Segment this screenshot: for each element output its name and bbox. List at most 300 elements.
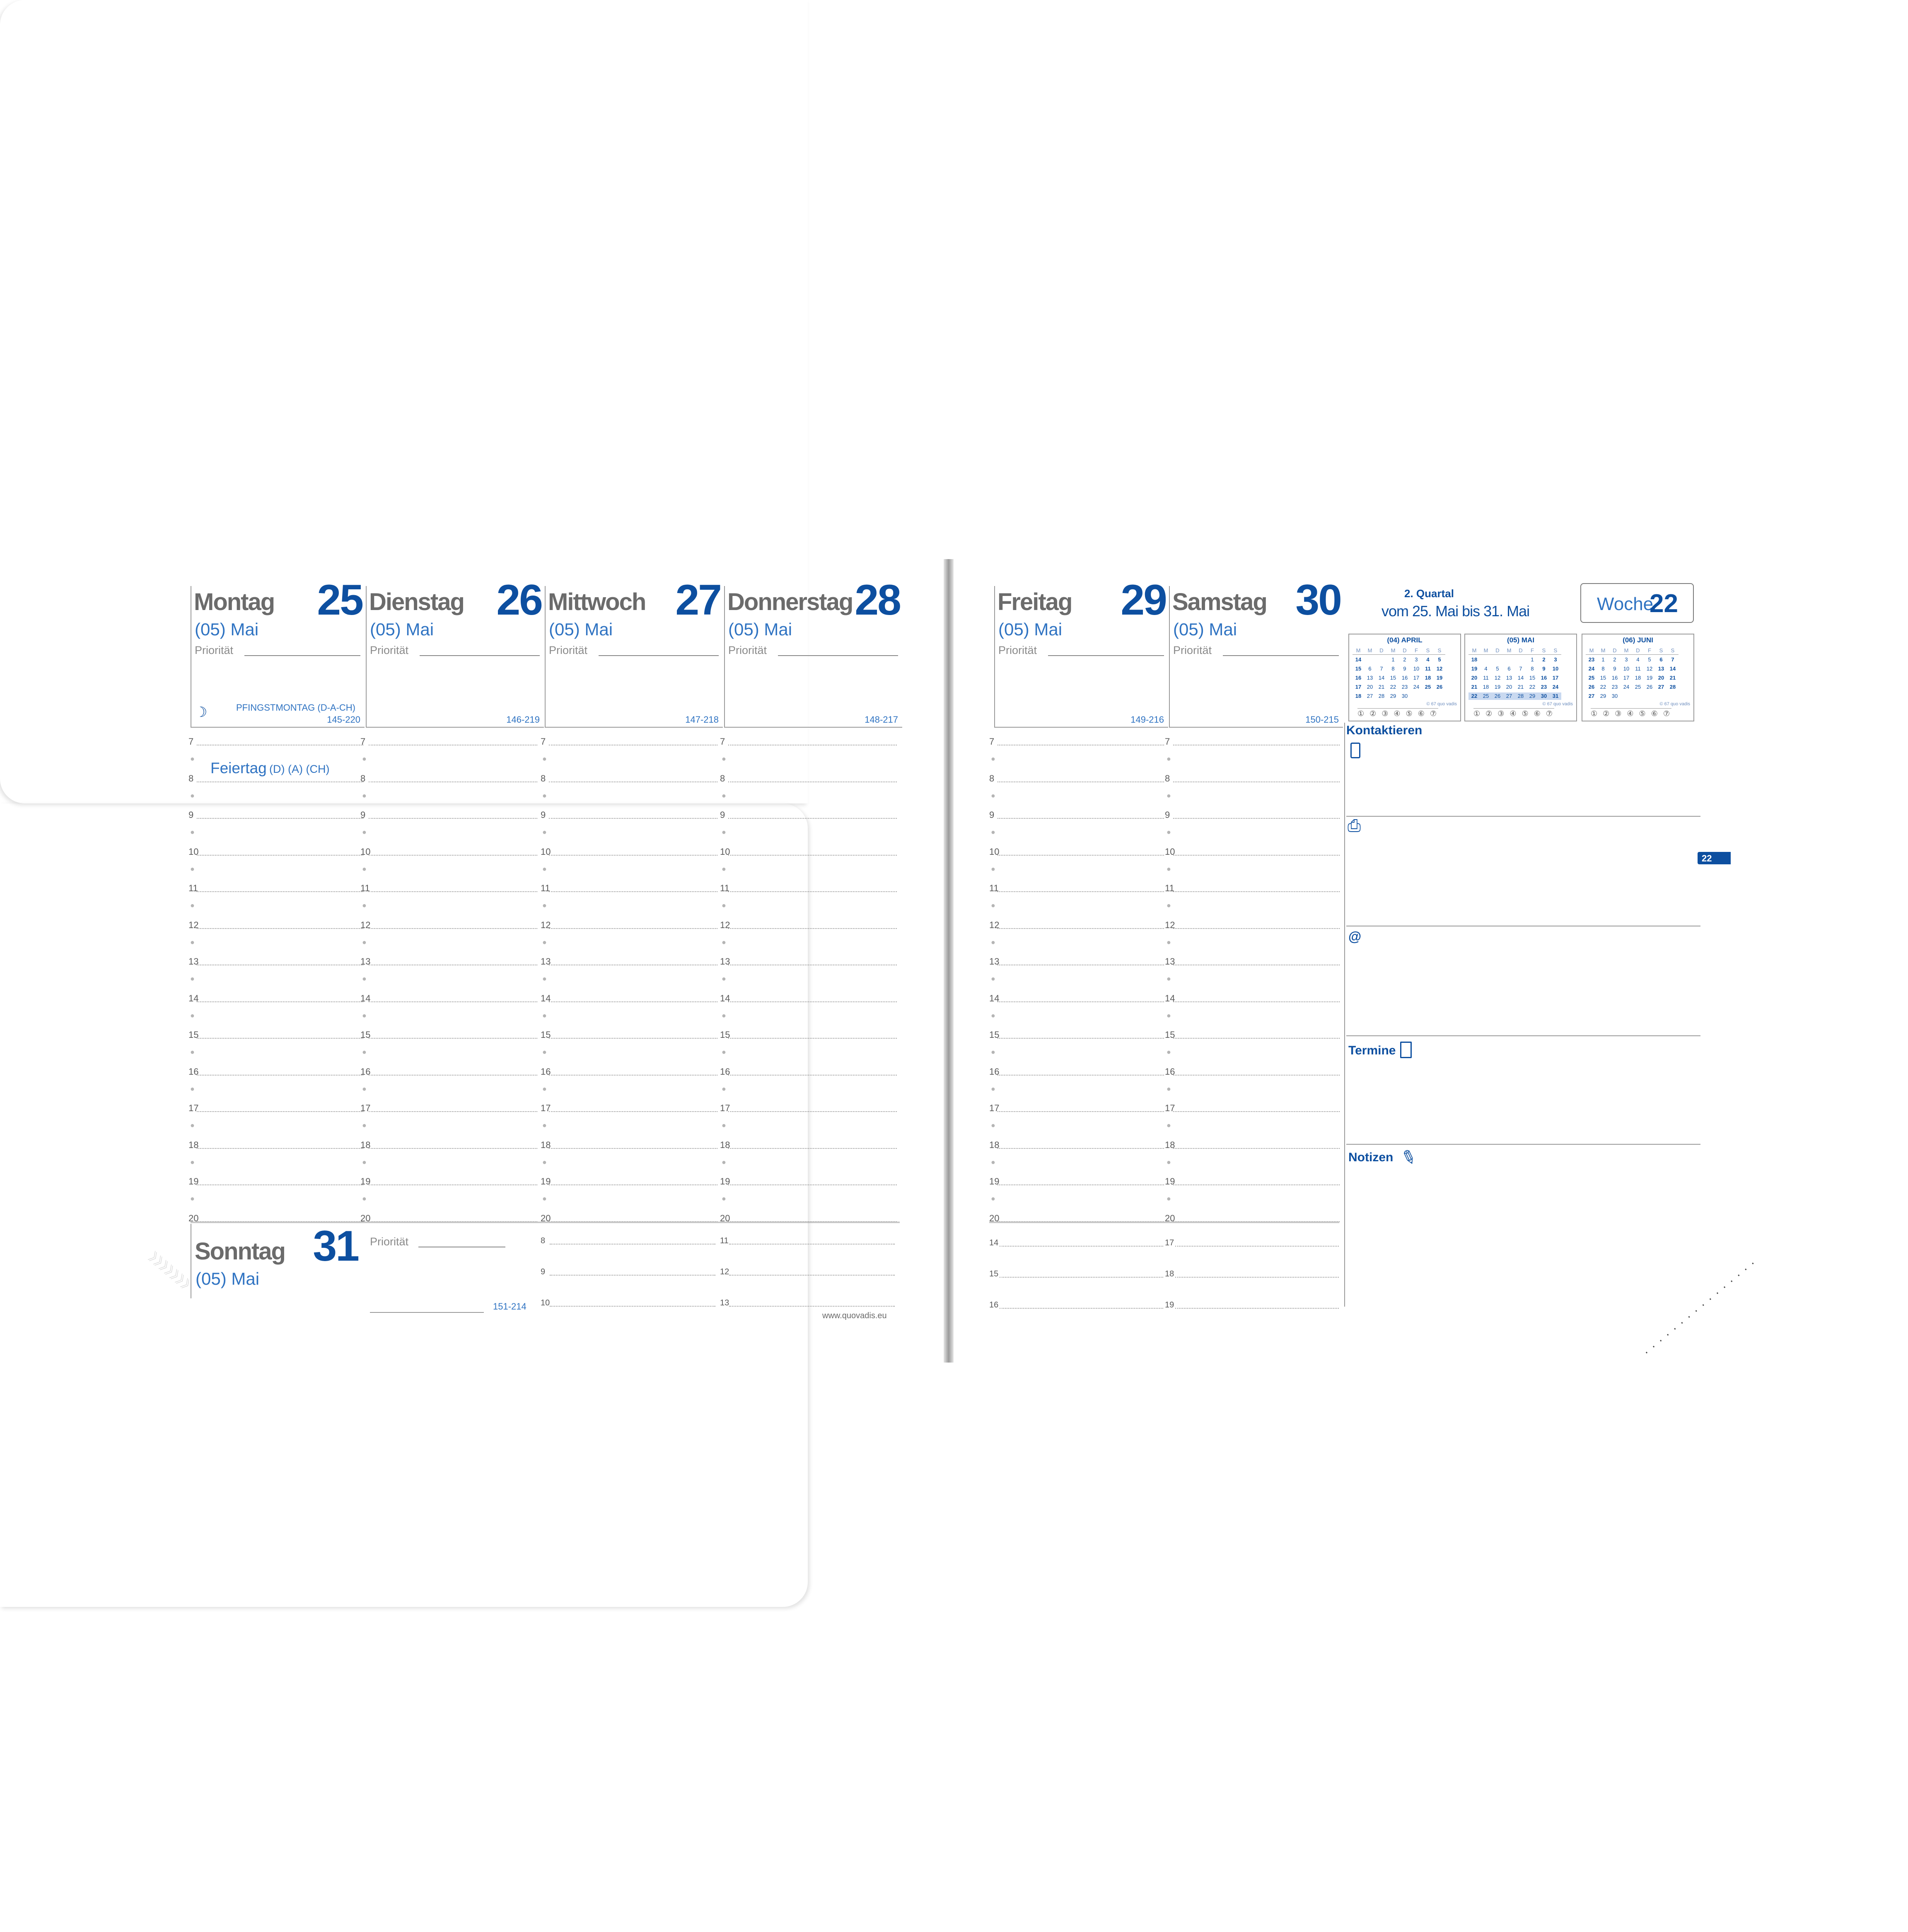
week-tab[interactable] [1698, 852, 1731, 864]
mini-calendar-day[interactable]: 24 [1413, 684, 1420, 690]
weekday-label: M [1367, 647, 1372, 654]
mini-calendar-day[interactable]: 7 [1519, 666, 1522, 672]
hour-line[interactable] [369, 1038, 537, 1039]
mini-calendar-day[interactable]: 29 [1600, 693, 1606, 699]
sunday-hour-line[interactable] [550, 1244, 715, 1245]
hour-line[interactable] [197, 1184, 363, 1185]
mini-calendar-day[interactable]: 10 [1552, 666, 1559, 672]
mini-calendar-day[interactable]: 27 [1367, 693, 1373, 699]
hour-line[interactable] [197, 1038, 363, 1039]
mini-calendar-day[interactable]: 22 [1600, 684, 1606, 690]
day-name: Samstag [1172, 589, 1267, 615]
mini-calendar-day[interactable]: 12 [1494, 675, 1501, 681]
weekday-label: M [1589, 647, 1594, 654]
half-hour-dot: ● [991, 864, 995, 873]
half-hour-dot: ● [1167, 1121, 1171, 1129]
mini-calendar-day[interactable]: 19 [1471, 666, 1478, 672]
sunday-top-border [191, 1222, 900, 1223]
weekday-label: D [1403, 647, 1407, 654]
weekday-label: M [1601, 647, 1606, 654]
hour-label: 10 [541, 846, 551, 857]
hour-line[interactable] [728, 1148, 897, 1149]
hour-label: 11 [360, 883, 370, 893]
mini-calendar-day[interactable]: 3 [1554, 656, 1557, 663]
hour-label: 10 [989, 846, 1000, 857]
printer-icon: ⎙ [1348, 817, 1361, 835]
mini-calendar-day[interactable]: 19 [1494, 684, 1501, 690]
mini-calendar-day[interactable]: 2 [1403, 656, 1406, 663]
sunday-hour-line[interactable] [729, 1244, 895, 1245]
half-hour-dot: ● [991, 1121, 995, 1129]
half-hour-dot: ● [362, 1011, 367, 1020]
half-hour-dot: ● [362, 864, 367, 873]
sunday-month: (05) Mai [196, 1269, 260, 1288]
mini-calendar-day[interactable]: 15 [1600, 675, 1606, 681]
hour-line[interactable] [197, 1075, 363, 1076]
mini-calendar-day[interactable]: 18 [1355, 693, 1362, 699]
hour-line[interactable] [369, 1148, 537, 1149]
half-hour-dot: ● [542, 974, 547, 983]
mini-calendar-day[interactable]: 9 [1403, 666, 1406, 672]
extra-hour-label: 18 [1165, 1269, 1174, 1278]
hour-line[interactable] [997, 1111, 1164, 1112]
mini-calendar-day[interactable]: 5 [1438, 656, 1441, 663]
hour-line[interactable] [549, 1075, 717, 1076]
half-hour-dot: ● [1167, 901, 1171, 909]
mini-calendar-day[interactable]: 14 [1355, 656, 1362, 663]
mini-calendar-day[interactable]: 5 [1648, 656, 1651, 663]
half-hour-dot: ● [190, 755, 195, 763]
mini-calendar-day[interactable]: 15 [1390, 675, 1396, 681]
hour-label: 20 [720, 1213, 730, 1223]
hour-line[interactable] [549, 781, 717, 782]
hour-line[interactable] [728, 1111, 897, 1112]
day-column-border [366, 586, 367, 727]
mini-calendar-day[interactable]: 4 [1426, 656, 1430, 663]
mini-calendar-day[interactable]: 26 [1436, 684, 1443, 690]
weekday-label: D [1495, 647, 1500, 654]
hour-line[interactable] [549, 928, 717, 929]
mini-calendar-day[interactable]: 17 [1552, 675, 1559, 681]
hour-line[interactable] [1173, 1075, 1340, 1076]
mini-calendar-day[interactable]: 30 [1541, 693, 1547, 699]
mini-calendar-day[interactable]: 20 [1658, 675, 1664, 681]
hour-line[interactable] [997, 1148, 1164, 1149]
hour-line[interactable] [549, 1184, 717, 1185]
mini-calendar-day[interactable]: 14 [1378, 675, 1385, 681]
extra-hour-line[interactable] [1000, 1308, 1163, 1309]
hour-line[interactable] [1173, 781, 1340, 782]
day-month: (05) Mai [728, 620, 792, 639]
hour-line[interactable] [997, 855, 1164, 856]
mini-calendar-day[interactable]: 8 [1531, 666, 1534, 672]
hour-label: 18 [1165, 1139, 1175, 1150]
hour-line[interactable] [728, 818, 897, 819]
hour-label: 20 [541, 1213, 551, 1223]
day-month: (05) Mai [549, 620, 613, 639]
mini-calendar-day[interactable]: 23 [1611, 684, 1618, 690]
mini-calendar-day[interactable]: 26 [1646, 684, 1653, 690]
mini-calendar-week-row [1586, 656, 1679, 663]
half-hour-dot: ● [722, 938, 726, 946]
mini-calendar-day[interactable]: 28 [1378, 693, 1385, 699]
hour-line[interactable] [549, 1038, 717, 1039]
hour-line[interactable] [549, 1111, 717, 1112]
mini-calendar-day[interactable]: 18 [1425, 675, 1431, 681]
half-hour-dot: ● [722, 1194, 726, 1203]
day-count: 148-217 [865, 714, 898, 725]
half-hour-dot: ● [991, 974, 995, 983]
hour-line[interactable] [369, 1184, 537, 1185]
hour-line[interactable] [197, 855, 363, 856]
mini-calendar-day[interactable]: 28 [1669, 684, 1676, 690]
mini-calendar-day[interactable]: 13 [1506, 675, 1512, 681]
extra-hour-line[interactable] [1175, 1308, 1339, 1309]
weekday-label: M [1507, 647, 1512, 654]
hour-label: 14 [188, 993, 199, 1003]
day-header-divider [545, 727, 723, 728]
extra-hour-line[interactable] [1175, 1277, 1339, 1278]
half-hour-dot: ● [190, 1194, 195, 1203]
mini-calendar-day[interactable]: 16 [1611, 675, 1618, 681]
sunday-hour-line[interactable] [729, 1306, 895, 1307]
mini-calendar-day[interactable]: 3 [1625, 656, 1628, 663]
extra-hour-line[interactable] [1000, 1277, 1163, 1278]
half-hour-dot: ● [1167, 1011, 1171, 1020]
half-hour-dot: ● [722, 791, 726, 800]
mini-calendar-day[interactable]: 12 [1436, 666, 1443, 672]
mini-calendar-day[interactable]: 4 [1484, 666, 1488, 672]
day-header-divider [994, 727, 1168, 728]
hour-label: 13 [188, 956, 199, 967]
hour-line[interactable] [369, 1001, 537, 1002]
hour-line[interactable] [728, 1038, 897, 1039]
mini-calendar-day[interactable]: 13 [1367, 675, 1373, 681]
hour-line[interactable] [728, 855, 897, 856]
hour-line[interactable] [997, 1075, 1164, 1076]
right-page [0, 803, 808, 1607]
half-hour-dot: ● [991, 1158, 995, 1166]
week-box [1580, 583, 1694, 623]
hour-line[interactable] [1173, 1111, 1340, 1112]
mini-calendar-day[interactable]: 1 [1601, 656, 1605, 663]
mini-calendar-day[interactable]: 9 [1542, 666, 1546, 672]
mini-calendar-day[interactable]: 14 [1669, 666, 1676, 672]
mini-calendar-week-row [1468, 656, 1561, 663]
hour-label: 19 [720, 1176, 730, 1187]
hour-line[interactable] [1173, 818, 1340, 819]
mini-calendar-day[interactable]: 18 [1483, 684, 1489, 690]
mini-calendar-day[interactable]: 22 [1529, 684, 1536, 690]
half-hour-dot: ● [190, 864, 195, 873]
half-hour-dot: ● [362, 1084, 367, 1093]
mini-calendar-day[interactable]: 13 [1658, 666, 1664, 672]
mini-calendar-day[interactable]: 31 [1552, 693, 1559, 699]
priority-line[interactable] [1223, 655, 1339, 656]
mini-calendar-day[interactable]: 6 [1507, 666, 1511, 672]
priority-line[interactable] [778, 655, 898, 656]
mini-calendar-day[interactable]: 19 [1646, 675, 1653, 681]
half-hour-dot: ● [190, 1158, 195, 1166]
mini-calendar-day[interactable]: 20 [1506, 684, 1512, 690]
mini-calendar-day[interactable]: 21 [1471, 684, 1478, 690]
hour-label: 14 [989, 993, 1000, 1003]
half-hour-dot: ● [722, 1158, 726, 1166]
extra-hour-line[interactable] [1000, 1246, 1163, 1247]
mini-calendar-day[interactable]: 26 [1588, 684, 1595, 690]
mini-calendar-day[interactable]: 18 [1471, 656, 1478, 663]
mini-calendar-day[interactable]: 24 [1623, 684, 1630, 690]
mini-calendar-day[interactable]: 8 [1601, 666, 1605, 672]
half-hour-dot: ● [190, 901, 195, 909]
mini-calendar-day[interactable]: 23 [1401, 684, 1408, 690]
day-month: (05) Mai [370, 620, 434, 639]
hour-line[interactable] [728, 891, 897, 892]
day-name: Montag [194, 589, 275, 615]
hour-line[interactable] [997, 818, 1164, 819]
mini-calendar-day[interactable]: 20 [1367, 684, 1373, 690]
day-name: Freitag [997, 589, 1072, 615]
hour-line[interactable] [728, 1075, 897, 1076]
hour-line[interactable] [369, 891, 537, 892]
hour-line[interactable] [997, 1184, 1164, 1185]
mini-calendar-day[interactable]: 20 [1471, 675, 1478, 681]
hour-line[interactable] [1173, 1038, 1340, 1039]
hour-label: 13 [541, 956, 551, 967]
hour-line[interactable] [728, 928, 897, 929]
mini-calendar-day[interactable]: 23 [1541, 684, 1547, 690]
hour-line[interactable] [549, 891, 717, 892]
mini-calendar-day[interactable]: 18 [1635, 675, 1641, 681]
priority-line[interactable] [420, 655, 540, 656]
mini-calendar-title: (05) MAI [1507, 636, 1535, 644]
hour-line[interactable] [549, 1148, 717, 1149]
sunday-hour-line[interactable] [550, 1275, 715, 1276]
mini-calendar-day[interactable]: 5 [1496, 666, 1499, 672]
mini-calendar-day[interactable]: 9 [1613, 666, 1616, 672]
mini-calendar-day[interactable]: 16 [1355, 675, 1362, 681]
mini-calendar-day[interactable]: 22 [1390, 684, 1396, 690]
mini-calendar-day[interactable]: 15 [1529, 675, 1536, 681]
mini-calendar-day[interactable]: 15 [1355, 666, 1362, 672]
mini-calendar-day[interactable]: 12 [1646, 666, 1653, 672]
sunday-hour-line[interactable] [550, 1306, 715, 1307]
sunday-hour-line[interactable] [729, 1275, 895, 1276]
weekday-label: M [1624, 647, 1629, 654]
hour-line[interactable] [728, 1184, 897, 1185]
mini-calendar-day[interactable]: 17 [1355, 684, 1362, 690]
mini-calendar-day[interactable]: 21 [1669, 675, 1676, 681]
hour-line[interactable] [997, 891, 1164, 892]
hour-line[interactable] [997, 928, 1164, 929]
mini-calendar-day[interactable]: 25 [1483, 693, 1489, 699]
mini-calendar-day[interactable]: 24 [1552, 684, 1559, 690]
hour-line[interactable] [197, 781, 363, 782]
mini-calendar-day[interactable]: 10 [1413, 666, 1420, 672]
day-count: 149-216 [1130, 714, 1164, 725]
half-hour-dot: ● [722, 1121, 726, 1129]
hour-label: 16 [188, 1066, 199, 1077]
hour-label: 13 [989, 956, 1000, 967]
hour-line[interactable] [197, 928, 363, 929]
hour-line[interactable] [728, 781, 897, 782]
mini-calendar-week-row [1586, 692, 1679, 700]
day-count: 146-219 [506, 714, 540, 725]
mini-calendar-day[interactable]: 25 [1635, 684, 1641, 690]
mini-calendar-day[interactable]: 7 [1380, 666, 1383, 672]
mini-calendar-day[interactable]: 25 [1425, 684, 1431, 690]
half-hour-dot: ● [190, 974, 195, 983]
mini-calendar-day[interactable]: 30 [1611, 693, 1618, 699]
mini-calendar-day[interactable]: 4 [1636, 656, 1640, 663]
mini-calendar-day[interactable]: 11 [1483, 675, 1489, 681]
mini-calendar-day[interactable]: 14 [1517, 675, 1524, 681]
mini-calendar-day[interactable]: 21 [1517, 684, 1524, 690]
day-header-divider [366, 727, 544, 728]
mini-calendar-day[interactable]: 3 [1415, 656, 1418, 663]
hour-label: 10 [1165, 846, 1175, 857]
day-header-divider [1169, 727, 1343, 728]
mini-calendar-day[interactable]: 16 [1541, 675, 1547, 681]
hour-line[interactable] [369, 818, 537, 819]
hour-line[interactable] [197, 1111, 363, 1112]
mini-calendar-day[interactable]: 23 [1588, 656, 1595, 663]
half-hour-dot: ● [991, 755, 995, 763]
half-hour-dot: ● [542, 864, 547, 873]
holiday-regions: (D) (A) (CH) [269, 763, 330, 775]
mini-calendar-day[interactable]: 21 [1378, 684, 1385, 690]
hour-line[interactable] [1173, 1184, 1340, 1185]
mini-calendar-day[interactable]: 22 [1471, 693, 1478, 699]
mini-calendar-day[interactable]: 1 [1531, 656, 1534, 663]
hour-line[interactable] [1173, 855, 1340, 856]
hour-label: 10 [360, 846, 371, 857]
hour-line[interactable] [197, 891, 363, 892]
mini-calendar [1582, 634, 1694, 721]
sunday-hour-label: 12 [720, 1267, 729, 1276]
day-month: (05) Mai [998, 620, 1063, 639]
hour-line[interactable] [1173, 1001, 1340, 1002]
mini-calendar-week-row [1353, 683, 1445, 691]
hour-line[interactable] [997, 1001, 1164, 1002]
mini-calendar-day[interactable]: 1 [1391, 656, 1395, 663]
mini-calendar-day[interactable]: 29 [1390, 693, 1396, 699]
hour-line[interactable] [997, 1038, 1164, 1039]
mini-calendar-day[interactable]: 19 [1436, 675, 1443, 681]
hour-label: 7 [360, 736, 366, 747]
mini-calendar-weekdays [1353, 647, 1445, 655]
half-hour-dot: ● [1167, 974, 1171, 983]
mini-calendar-day[interactable]: 29 [1529, 693, 1536, 699]
mini-calendar-day[interactable]: 26 [1494, 693, 1501, 699]
hour-label: 19 [1165, 1176, 1175, 1187]
hour-line[interactable] [369, 781, 537, 782]
holiday-name: PFINGSTMONTAG (D-A-CH) [236, 702, 356, 713]
half-hour-dot: ● [362, 1194, 367, 1203]
day-name: Donnerstag [727, 589, 853, 615]
mini-calendar-title: (04) APRIL [1387, 636, 1423, 644]
mini-calendar-day[interactable]: 16 [1401, 675, 1408, 681]
mini-calendar-day[interactable]: 27 [1588, 693, 1595, 699]
hour-line[interactable] [369, 928, 537, 929]
day-number: 26 [496, 576, 542, 624]
hour-label: 19 [989, 1176, 1000, 1187]
hour-label: 20 [188, 1213, 199, 1223]
hour-label: 17 [1165, 1103, 1175, 1113]
hour-line[interactable] [369, 1075, 537, 1076]
day-number: 25 [317, 576, 362, 624]
moon-icon: ☽ [195, 704, 208, 720]
mini-calendar-day[interactable]: 24 [1588, 666, 1595, 672]
mini-calendar-day[interactable]: 10 [1623, 666, 1630, 672]
half-hour-dot: ● [190, 938, 195, 946]
hour-label: 8 [188, 773, 194, 784]
hour-line[interactable] [549, 855, 717, 856]
half-hour-dot: ● [722, 1084, 726, 1093]
hour-line[interactable] [1173, 928, 1340, 929]
day-column-border [545, 586, 546, 727]
hour-label: 17 [188, 1103, 199, 1113]
half-hour-dot: ● [362, 938, 367, 946]
hour-line[interactable] [997, 781, 1164, 782]
mini-calendar-day[interactable]: 2 [1613, 656, 1616, 663]
mini-calendar-day[interactable]: 11 [1425, 666, 1431, 672]
mini-calendar-day[interactable]: 30 [1401, 693, 1408, 699]
mini-calendar-day[interactable]: 6 [1368, 666, 1372, 672]
sunday-count: 151-214 [493, 1301, 527, 1312]
hour-line[interactable] [1173, 1148, 1340, 1149]
extra-hour-label: 17 [1165, 1238, 1174, 1247]
hour-label: 9 [188, 810, 194, 820]
hour-line[interactable] [369, 855, 537, 856]
hour-line[interactable] [549, 1001, 717, 1002]
mini-calendar-day[interactable]: 8 [1391, 666, 1395, 672]
mini-calendar-day[interactable]: 27 [1658, 684, 1664, 690]
mini-calendar-moon-phases: ① ② ③ ④ ⑤ ⑥ ⑦ [1473, 708, 1554, 718]
extra-hour-label: 19 [1165, 1300, 1174, 1310]
extra-hour-line[interactable] [1175, 1246, 1339, 1247]
hour-label: 15 [360, 1030, 371, 1040]
mini-calendar-day[interactable]: 28 [1517, 693, 1524, 699]
hour-line[interactable] [549, 818, 717, 819]
hour-line[interactable] [369, 1111, 537, 1112]
hour-line[interactable] [1173, 891, 1340, 892]
hour-line[interactable] [197, 1148, 363, 1149]
hour-line[interactable] [197, 1001, 363, 1002]
mini-calendar-day[interactable]: 27 [1506, 693, 1512, 699]
hour-label: 8 [1165, 773, 1170, 784]
hour-label: 11 [541, 883, 550, 893]
hour-label: 17 [541, 1103, 551, 1113]
hour-line[interactable] [728, 1001, 897, 1002]
priority-line[interactable] [599, 655, 719, 656]
spiral-binding-right: · · · · · · · · · · · · · · · · [1640, 1256, 1759, 1359]
half-hour-dot: ● [722, 828, 726, 836]
weekday-label: F [1415, 647, 1418, 654]
priority-line[interactable] [1048, 655, 1164, 656]
mini-calendar-day[interactable]: 25 [1588, 675, 1595, 681]
mini-calendar-day[interactable]: 6 [1659, 656, 1663, 663]
hour-line[interactable] [197, 818, 363, 819]
mini-calendar-day[interactable]: 7 [1671, 656, 1674, 663]
weekday-label: S [1553, 647, 1558, 654]
mini-calendar-day[interactable]: 11 [1635, 666, 1641, 672]
mini-calendar-day[interactable]: 17 [1413, 675, 1420, 681]
priority-line[interactable] [244, 655, 360, 656]
weekday-label: D [1519, 647, 1523, 654]
mini-calendar-day[interactable]: 17 [1623, 675, 1630, 681]
mini-calendar-day[interactable]: 2 [1542, 656, 1546, 663]
